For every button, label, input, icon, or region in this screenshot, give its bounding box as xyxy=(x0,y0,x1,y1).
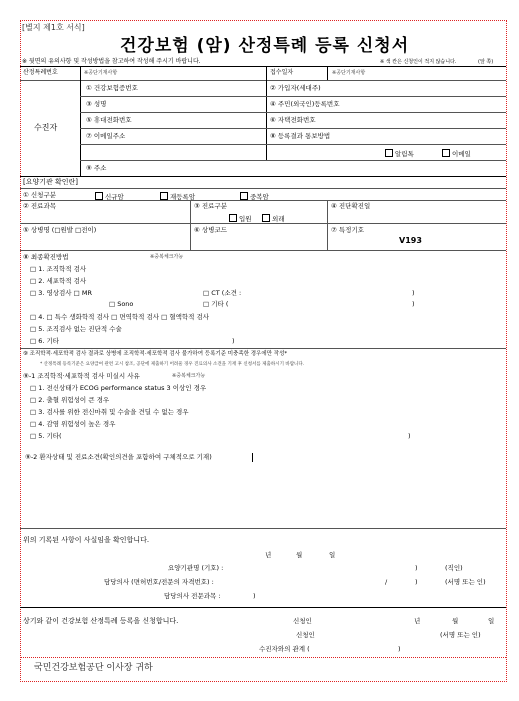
checkbox[interactable] xyxy=(95,192,103,200)
detail-text-area[interactable] xyxy=(24,464,502,524)
addressee: 국민건강보험공단 이사장 귀하 xyxy=(34,663,153,673)
application-type-label-2: 중복암 xyxy=(250,193,269,201)
seal-label: (직인) xyxy=(445,564,463,572)
application-type-label-1: 재등록암 xyxy=(170,193,196,201)
reason-2[interactable]: □ 2. 출혈 위험성이 큰 경우 xyxy=(30,396,110,404)
name-field[interactable]: ③ 성명 xyxy=(86,100,107,108)
method-5[interactable]: □ 5. 조직검사 없는 진단적 수술 xyxy=(30,325,122,333)
reason-duplicate-note: ※중복체크가능 xyxy=(172,373,206,379)
tissue-exam-note: ⑨ 조직학적·세포학적 검사 결과로 상병에 조직학적·세포학적 검사 불가하여 등록기준 미충족한 경우에만 작성* xyxy=(23,351,288,357)
method-2[interactable]: □ 2. 세포학적 검사 xyxy=(30,277,87,285)
treatment-type-field[interactable]: ② 진료과목 xyxy=(23,202,57,210)
method-6[interactable]: □ 6. 기타 xyxy=(30,337,60,345)
illness-name-field[interactable]: ⑤ 상병명 (□원발 □전이) xyxy=(23,226,97,234)
application-type-label: ① 신청구분 xyxy=(23,191,57,199)
paren-close-2: ) xyxy=(412,300,415,308)
doctor-sign-label: (서명 또는 인) xyxy=(445,578,486,586)
result-method-label: ⑧ 등록결과 통보방법 xyxy=(270,132,331,140)
detail-label: ⑨-2 환자상태 및 진료소견(확인의견을 포함하여 구체적으로 기재) xyxy=(25,453,212,461)
apply-month: 월 xyxy=(452,617,459,625)
institution-paren-close: ) xyxy=(415,564,418,572)
method-email-label: 이메일 xyxy=(452,150,471,158)
doctor-slash: / xyxy=(385,578,388,586)
confirm-text: 위의 기록된 사항이 사실임을 확인합니다. xyxy=(23,536,150,544)
page-side: (앞 쪽) xyxy=(478,59,494,65)
notice: ※ 뒷면의 유의사항 및 작성방법을 참고하여 작성해 주시기 바랍니다. xyxy=(22,58,201,65)
illness-code-field[interactable]: ⑥ 상병코드 xyxy=(194,226,228,234)
form-label: [별지 제1호 서식] xyxy=(22,23,85,32)
page-title: 건강보험 (암) 산정특례 등록 신청서 xyxy=(120,36,410,56)
day-label: 일 xyxy=(329,551,336,559)
insurance-no-field[interactable]: ① 건강보험증번호 xyxy=(86,84,138,92)
method-3-ct[interactable]: □ CT (소견 : xyxy=(203,289,242,297)
hospital-section-title: [요양기관 확인란] xyxy=(23,178,79,186)
reason-4[interactable]: □ 4. 감염 위험성이 높은 경우 xyxy=(30,420,116,428)
specialty-paren-close: ) xyxy=(253,592,256,600)
reg-no-label: 산정특례번호 xyxy=(23,69,58,76)
month-label: 월 xyxy=(296,551,303,559)
paren-close-1: ) xyxy=(412,289,415,297)
method-post-option[interactable] xyxy=(385,149,414,158)
institution-label[interactable]: 요양기관명 (기호) : xyxy=(168,564,224,572)
checkbox[interactable] xyxy=(385,149,393,157)
inpatient-option[interactable] xyxy=(229,214,252,223)
text-cursor xyxy=(252,453,253,462)
applicant-sign-person[interactable]: 신청인 xyxy=(296,631,315,639)
method-3[interactable]: □ 3. 영상검사 □ MR xyxy=(30,289,92,297)
method-1[interactable]: □ 1. 조직학적 검사 xyxy=(30,265,87,273)
paren-close-3: ) xyxy=(232,337,235,345)
relation-label[interactable]: 수진자와의 관계 ( xyxy=(259,645,310,653)
checkbox[interactable] xyxy=(160,192,168,200)
special-code-label: ⑦ 특정기호 xyxy=(331,226,365,234)
apply-day: 일 xyxy=(488,617,495,625)
resident-no-field[interactable]: ④ 주민(외국인)등록번호 xyxy=(270,100,340,108)
method-post-label: 알림톡 xyxy=(395,150,414,158)
doctor-label[interactable]: 담당의사 (면허번호/전문의 자격번호) : xyxy=(104,578,214,586)
method-email-option[interactable] xyxy=(442,149,471,158)
tissue-exam-sub: * 산정특례 등록기준은 요양급여 관련 고시 참조, 공단에 제출하기 어려울 경우 진료의사 소견을 기재 후 신청서를 제출하시기 바랍니다. xyxy=(40,362,305,367)
final-diagnosis-label: ⑧ 최종확진방법 xyxy=(23,253,69,261)
paren-close-4: ) xyxy=(408,432,411,440)
year-label: 년 xyxy=(265,551,272,559)
duplicate-note: ※중복체크가능 xyxy=(150,254,184,260)
reason-3[interactable]: □ 3. 검사를 위한 전신마취 및 수술을 견딜 수 없는 경우 xyxy=(30,408,189,416)
home-phone-field[interactable]: ⑥ 자택전화번호 xyxy=(270,116,316,124)
mobile-field[interactable]: ⑤ 휴대전화번호 xyxy=(86,116,132,124)
special-code-value: V193 xyxy=(399,236,422,245)
reason-1[interactable]: □ 1. 전신상태가 ECOG performance status 3 이상인 경우 xyxy=(30,384,207,392)
method-3-sono[interactable]: □ Sono xyxy=(109,300,134,308)
address-field[interactable]: ⑨ 주소 xyxy=(86,164,107,172)
apply-text: 상기와 같이 건강보험 산정특례 등록을 신청합니다. xyxy=(23,617,179,625)
relation-paren-close: ) xyxy=(398,645,401,653)
checkbox[interactable] xyxy=(442,149,450,157)
divider xyxy=(20,657,506,658)
applicant-label: 수진자 xyxy=(34,123,58,132)
outpatient-option[interactable] xyxy=(262,214,285,223)
method-4[interactable]: □ 4. □ 특수 생화학적 검사 □ 면역학적 검사 □ 혈액학적 검사 xyxy=(30,313,210,321)
receipt-date-hint: ※공단기재사항 xyxy=(332,70,366,76)
apply-year: 년 xyxy=(414,617,421,625)
diagnosis-date-field[interactable]: ④ 진단확진일 xyxy=(331,202,371,210)
sign-or-seal: (서명 또는 인) xyxy=(440,631,481,639)
reason-5[interactable]: □ 5. 기타( xyxy=(30,432,62,440)
receipt-date-label: 접수일자 xyxy=(270,69,294,76)
application-type-label-0: 신규암 xyxy=(105,193,124,201)
outpatient-label: 외래 xyxy=(272,215,285,223)
notice-right: ※ 색 칸은 신청인이 적지 않습니다. xyxy=(380,59,457,65)
applicant-sign-label: 신청인 xyxy=(293,617,312,625)
reason-header: ⑨-1 조직학적·세포학적 검사 미실시 사유 xyxy=(23,372,140,380)
checkbox[interactable] xyxy=(229,214,237,222)
checkbox[interactable] xyxy=(262,214,270,222)
specialty-label[interactable]: 담당의사 전문과목 : xyxy=(164,592,221,600)
treatment-category-label: ③ 진료구분 xyxy=(194,202,228,210)
email-field[interactable]: ⑦ 이메일주소 xyxy=(86,132,126,140)
method-3-other[interactable]: □ 기타 ( xyxy=(203,300,229,308)
householder-field[interactable]: ② 가입자(세대주) xyxy=(270,84,321,92)
reg-no-hint: ※공단기재사항 xyxy=(84,70,118,76)
checkbox[interactable] xyxy=(240,192,248,200)
doctor-paren-close: ) xyxy=(415,578,418,586)
inpatient-label: 입원 xyxy=(239,215,252,223)
